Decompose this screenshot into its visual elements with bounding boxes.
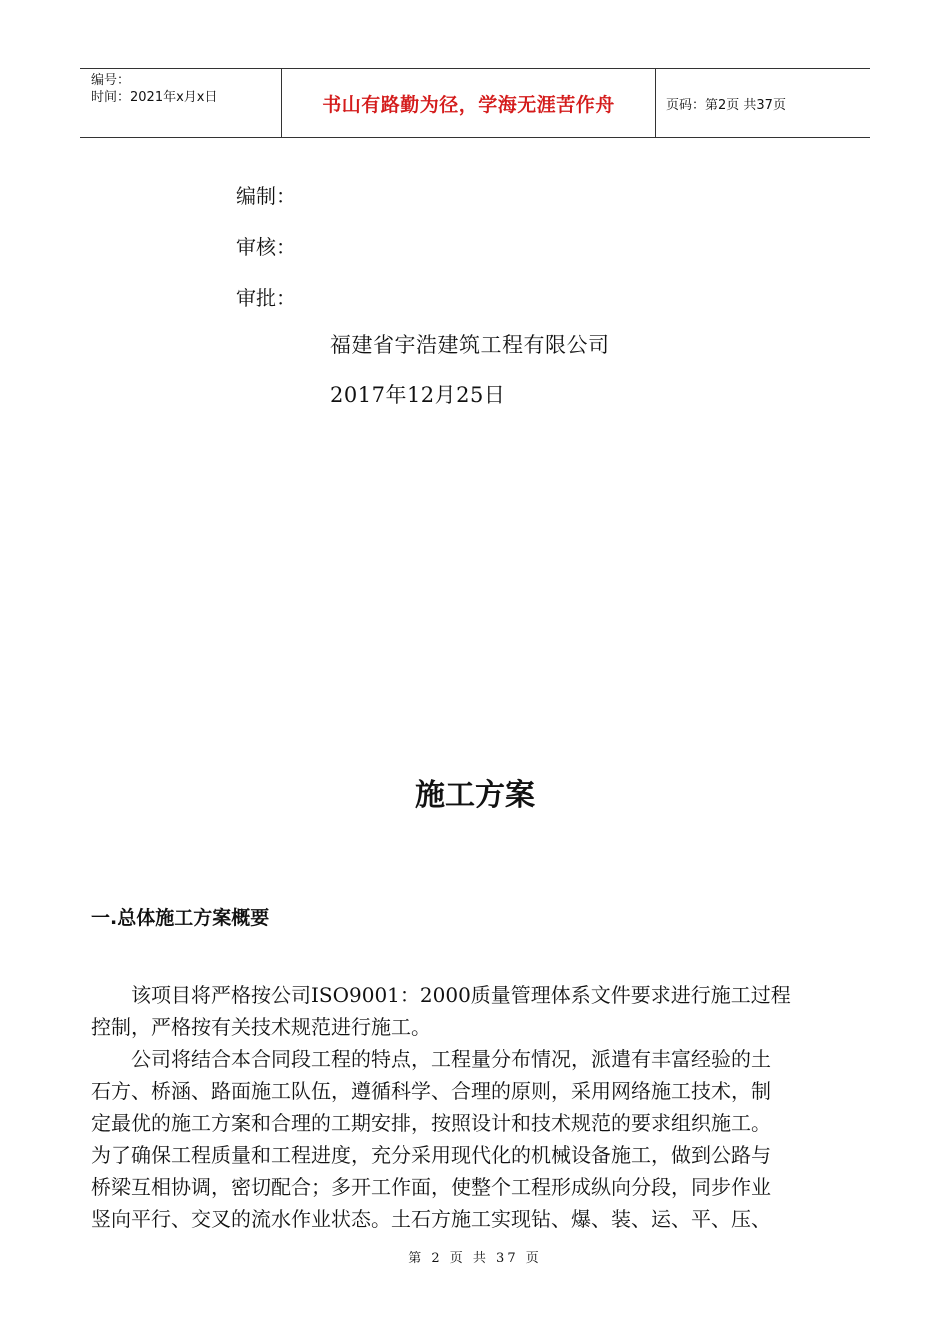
document-time-label: 时间：2021年x月x日 <box>91 90 218 105</box>
paragraph-line: 石方、桥涵、路面施工队伍，遵循科学、合理的原则，采用网络施工技术，制 <box>91 1079 771 1103</box>
paragraph-1 <box>91 979 861 1043</box>
header-meta <box>80 69 282 137</box>
paragraph-line: 控制，严格按有关技术规范进行施工。 <box>91 1015 431 1039</box>
document-number-label: 编号： <box>91 73 131 88</box>
document-date: 2017年12月25日 <box>330 383 506 407</box>
paragraph-line: 竖向平行、交叉的流水作业状态。土石方施工实现钻、爆、装、运、平、压、 <box>91 1207 771 1231</box>
header-motto: 书山有路勤为径，学海无涯苦作舟 <box>282 69 656 137</box>
reviewed-by-label: 审核： <box>236 235 296 259</box>
paragraph-line: 定最优的施工方案和合理的工期安排，按照设计和技术规范的要求组织施工。 <box>91 1111 771 1135</box>
paragraph-line: 为了确保工程质量和工程进度，充分采用现代化的机械设备施工，做到公路与 <box>91 1143 771 1167</box>
document-title: 施工方案 <box>415 778 535 813</box>
page-footer: 第 2 页 共 37 页 <box>408 1251 542 1266</box>
company-name: 福建省宇浩建筑工程有限公司 <box>330 333 610 357</box>
approved-by-label: 审批： <box>236 286 296 310</box>
compiled-by-label: 编制： <box>236 184 296 208</box>
body-text <box>91 979 861 1235</box>
header-page-number: 页码：第2页 共37页 <box>666 97 786 113</box>
section-heading: 一.总体施工方案概要 <box>91 907 270 929</box>
paragraph-2 <box>91 1043 861 1235</box>
paragraph-line: 公司将结合本合同段工程的特点，工程量分布情况，派遣有丰富经验的土 <box>131 1047 771 1071</box>
paragraph-line: 该项目将严格按公司ISO9001：2000质量管理体系文件要求进行施工过程 <box>131 983 791 1007</box>
page-header <box>80 68 870 138</box>
paragraph-line: 桥梁互相协调，密切配合；多开工作面，使整个工程形成纵向分段，同步作业 <box>91 1175 771 1199</box>
